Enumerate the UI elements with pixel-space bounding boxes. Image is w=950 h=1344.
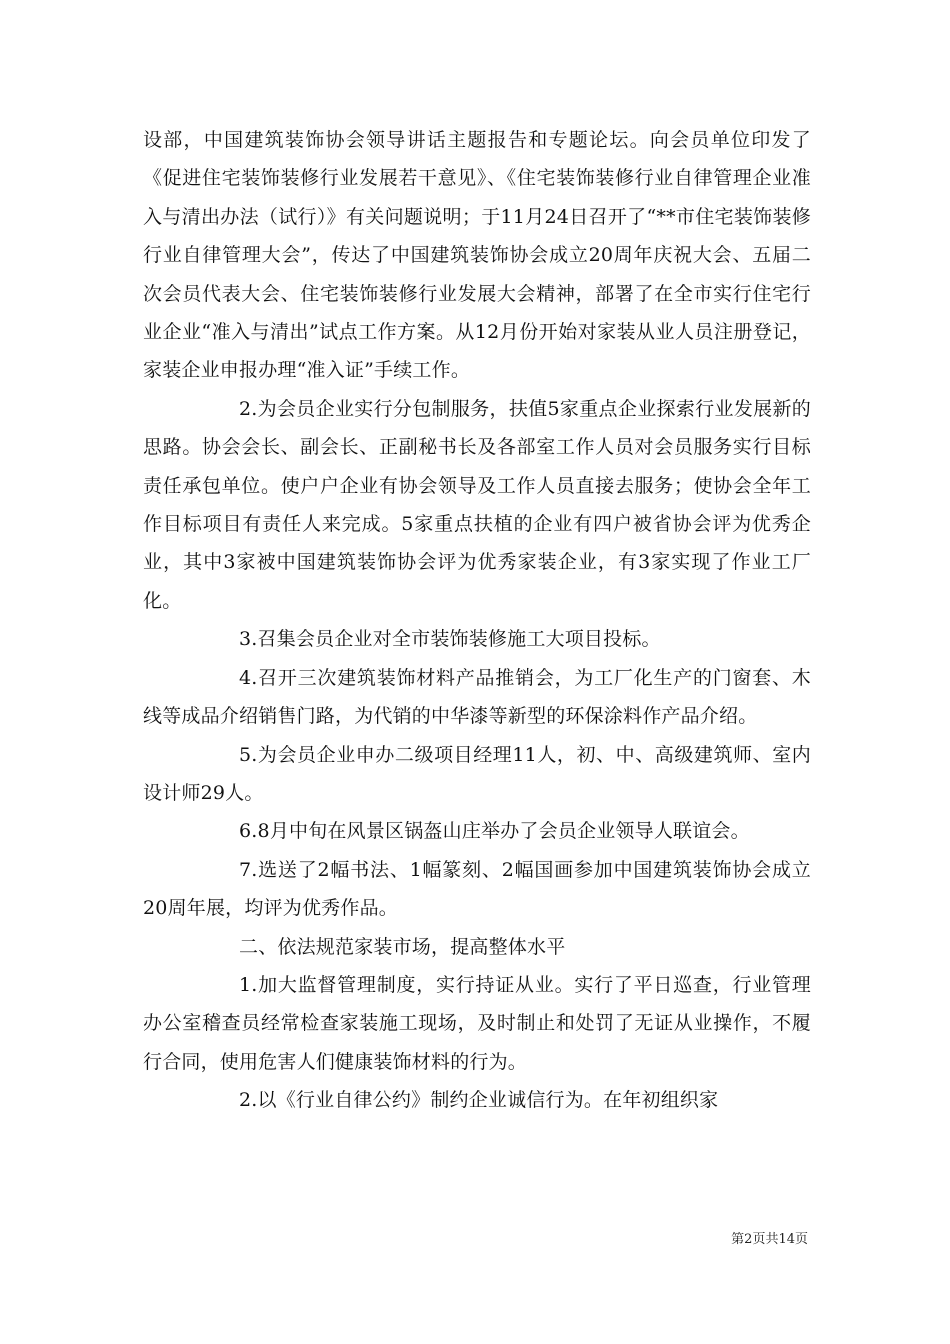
paragraph-6: 6.8月中旬在风景区锅盔山庄举办了会员企业领导人联谊会。 [239,820,750,843]
paragraph-8: 1.加大监督管理制度，实行持证从业。实行了平日巡查，行业管理办公室稽查员经常检查家装施工现场，及时制止和处罚了无证从业操作，不履行合同，使用危害人们健康装饰材料的行为。 [143,973,811,1073]
paragraph-5: 5.为会员企业申办二级项目经理11人，初、中、高级建筑师、室内设计师29人。 [143,743,811,804]
paragraph-2: 2.为会员企业实行分包制服务，扶值5家重点企业探索行业发展新的思路。协会会长、副会长、正副秘书长及各部室工作人员对会员服务实行目标责任承包单位。使户户企业有协会领导及工作人员直接去服务；使协会全年工作目标项目有责任人来完成。5家重点扶植的企业有四户被省协会评为优秀企业，其中3家被中国建筑装饰协会评为优秀家装企业，有3家实现了作业工厂化。 [143,397,811,612]
paragraph-3: 3.召集会员企业对全市装饰装修施工大项目投标。 [239,628,661,651]
paragraph-7: 7.选送了2幅书法、1幅篆刻、2幅国画参加中国建筑装饰协会成立20周年展，均评为优秀作品。 [143,858,811,920]
paragraph-1: 设部，中国建筑装饰协会领导讲话主题报告和专题论坛。向会员单位印发了《促进住宅装饰装修行业发展若干意见》、《住宅装饰装修行业自律管理企业准入与清出办法（试行）》有关问题说明；于11月24日召开了“**市住宅装饰装修行业自律管理大会”，传达了中国建筑装饰协会成立20周年庆祝大会、五届二次会员代表大会、住宅装饰装修行业发展大会精神，部署了在全市实行住宅行业企业“准入与清出”试点工作方案。从12月份开始对家装从业人员注册登记，家装企业申报办理“准入证”手续工作。 [143,129,811,382]
document-body [143,121,811,1120]
paragraph-4: 4.召开三次建筑装饰材料产品推销会，为工厂化生产的门窗套、木线等成品介绍销售门路，为代销的中华漆等新型的环保涂料作产品介绍。 [143,666,811,728]
section-heading: 二、依法规范家装市场，提高整体水平 [239,935,566,958]
page-number-footer: 第2页共14页 [731,1232,808,1247]
paragraph-9: 2.以《行业自律公约》制约企业诚信行为。在年初组织家 [239,1089,719,1112]
